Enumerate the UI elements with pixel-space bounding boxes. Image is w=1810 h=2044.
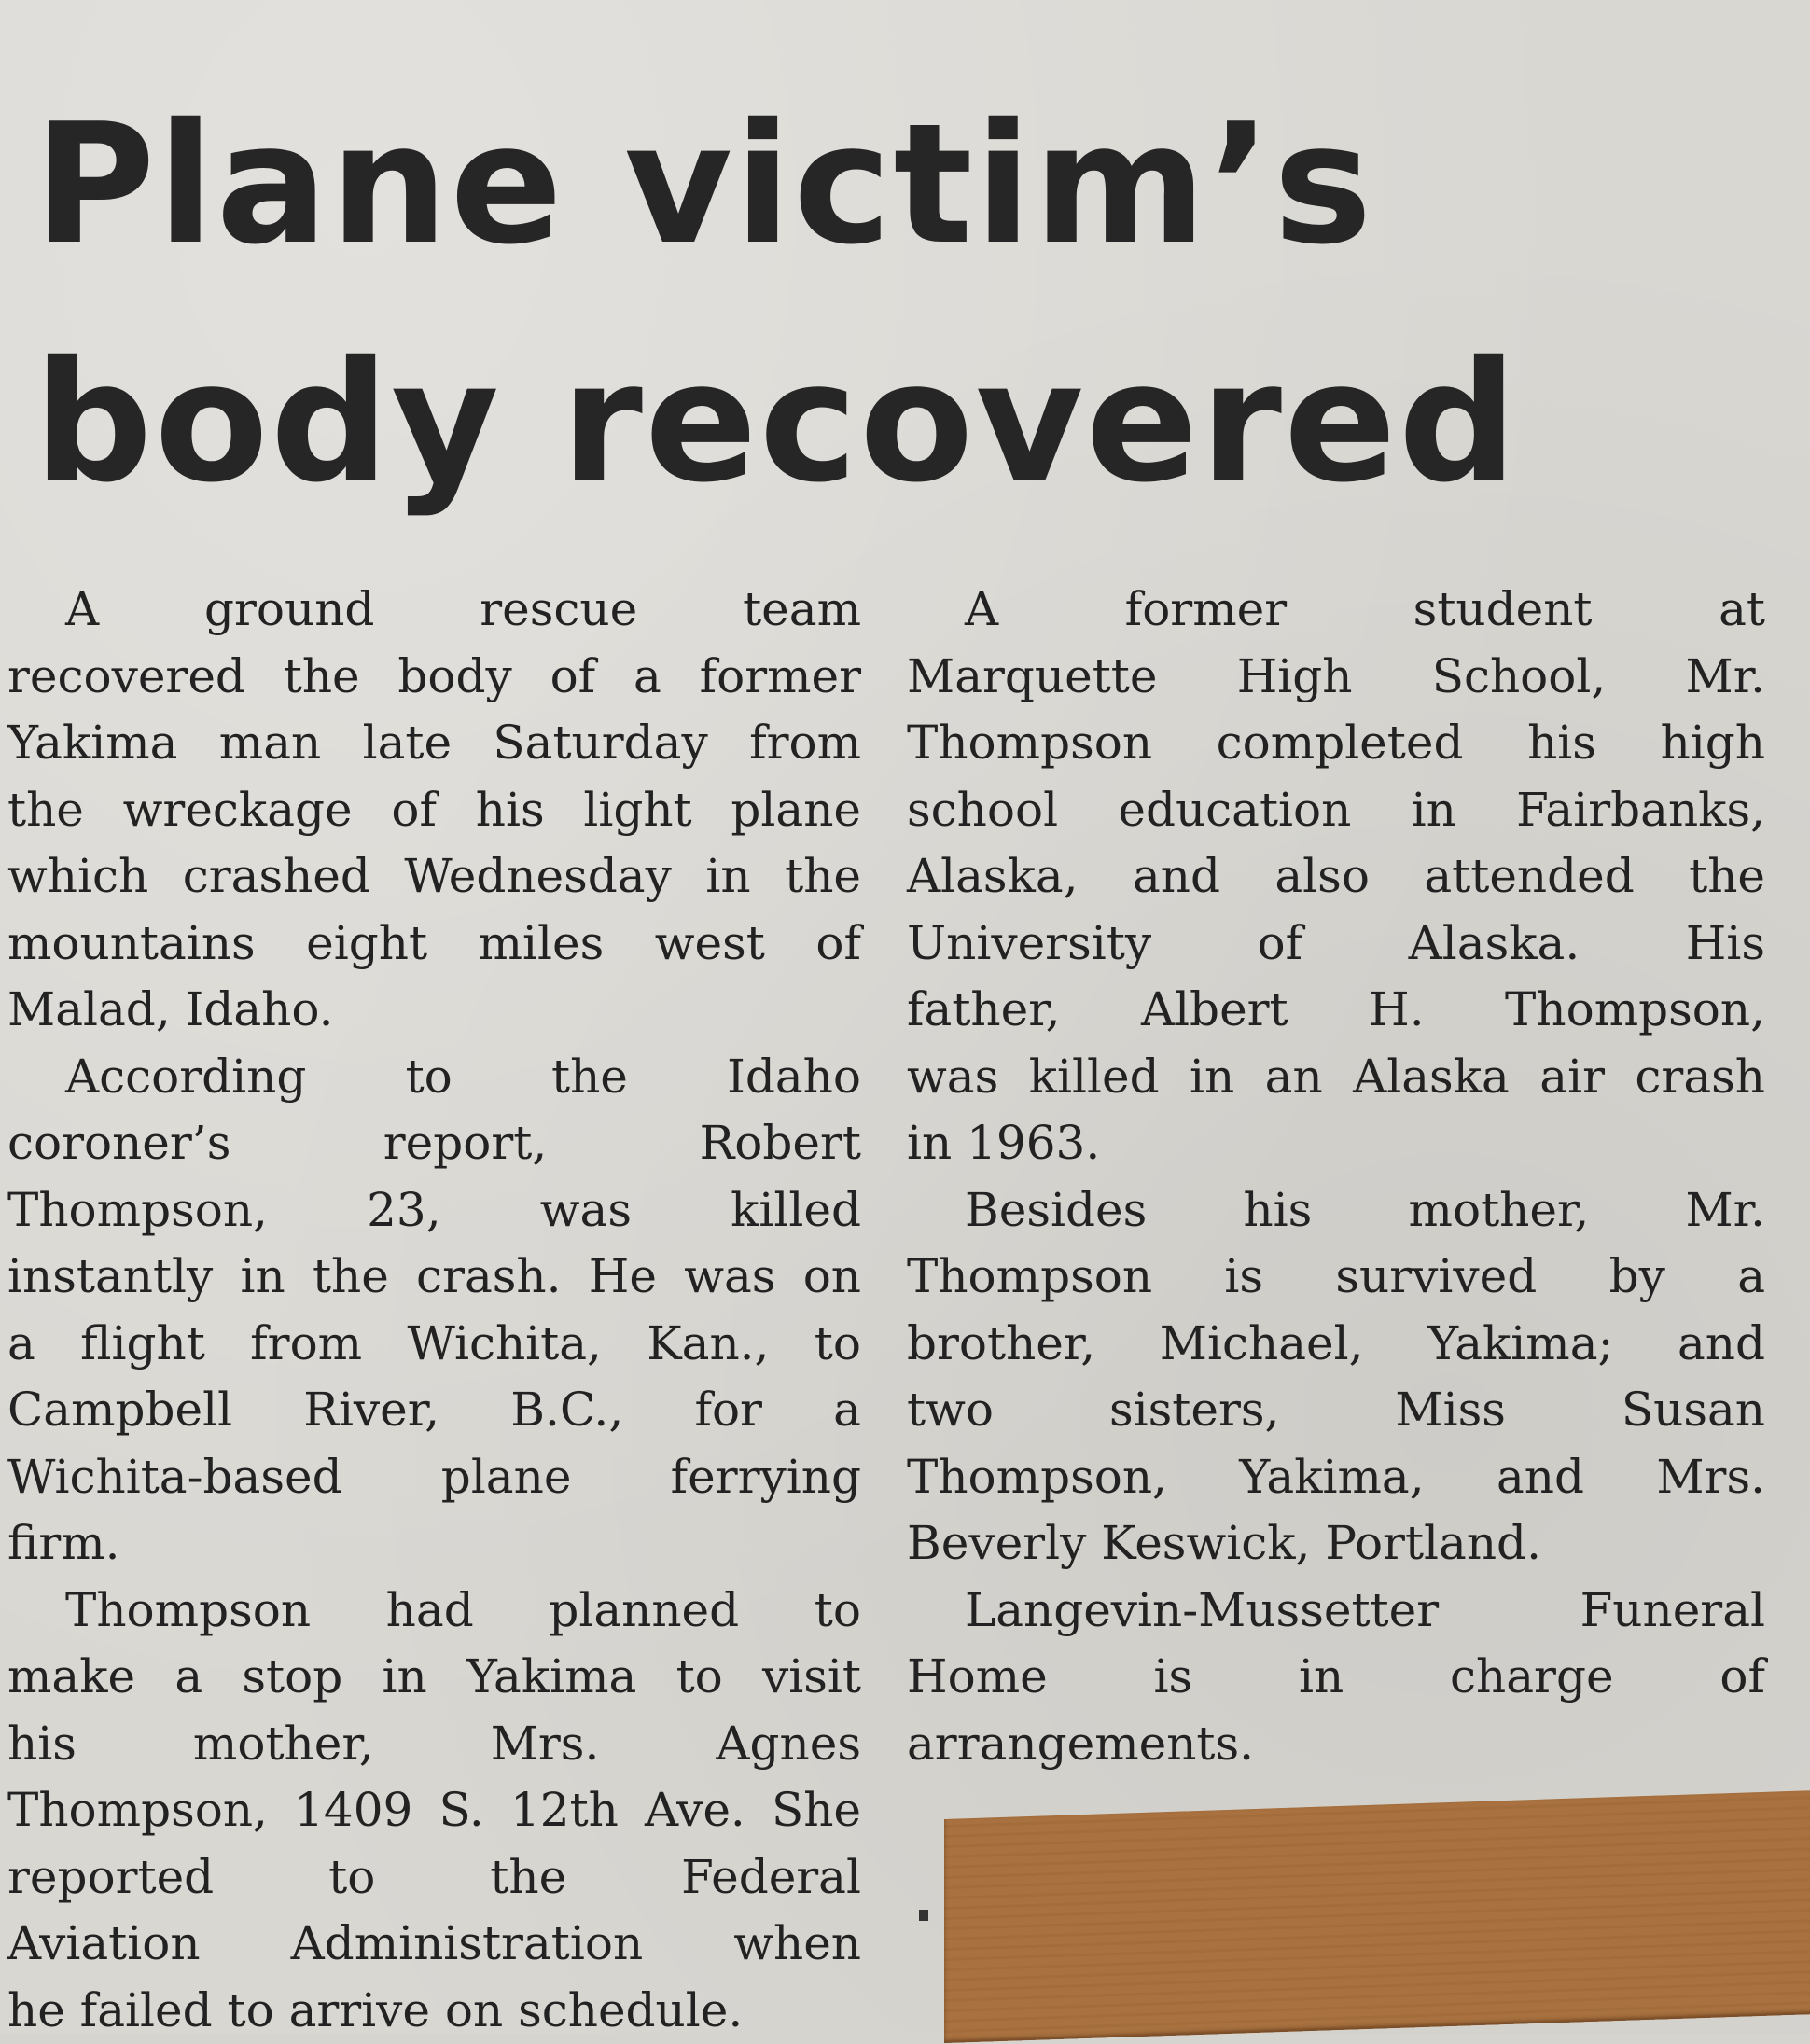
ink-mark (919, 1910, 928, 1921)
paragraph-4-line: Marquette High School, Mr. (907, 644, 1765, 711)
paragraph-2-line: a flight from Wichita, Kan., to (7, 1311, 861, 1378)
paragraph-2-line: firm. (7, 1510, 861, 1578)
paragraph-6-line: arrangements. (907, 1711, 1765, 1778)
paragraph-2-line: According to the Idaho (7, 1044, 861, 1111)
paragraph-3-line: reported to the Federal (7, 1844, 861, 1912)
paragraph-5-line: Thompson is survived by a (907, 1244, 1765, 1311)
paragraph-5-line: Besides his mother, Mr. (907, 1177, 1765, 1244)
paragraph-1-line: A ground rescue team (7, 577, 861, 644)
paragraph-3-line: his mother, Mrs. Agnes (7, 1711, 861, 1778)
headline (34, 65, 1433, 541)
headline-line-2: body recovered (34, 303, 1433, 541)
paragraph-1-line: Yakima man late Saturday from (7, 710, 861, 777)
paragraph-4-line: school education in Fairbanks, (907, 777, 1765, 844)
paragraph-2-line: Campbell River, B.C., for a (7, 1377, 861, 1444)
paragraph-1-line: mountains eight miles west of (7, 911, 861, 978)
paragraph-2-line: Wichita-based plane ferrying (7, 1444, 861, 1511)
paragraph-5-line: two sisters, Miss Susan (907, 1377, 1765, 1444)
paragraph-4-line: was killed in an Alaska air crash (907, 1044, 1765, 1111)
paragraph-4-line: Alaska, and also attended the (907, 843, 1765, 911)
paragraph-3-line: Thompson, 1409 S. 12th Ave. She (7, 1777, 861, 1844)
paragraph-4-line: University of Alaska. His (907, 911, 1765, 978)
paragraph-6-line: Home is in charge of (907, 1644, 1765, 1711)
wood-background-corner (944, 1790, 1810, 2043)
paragraph-3-line: Aviation Administration when (7, 1911, 861, 1978)
paragraph-4-line: father, Albert H. Thompson, (907, 977, 1765, 1044)
paragraph-3-line: Thompson had planned to (7, 1578, 861, 1645)
paragraph-4-line: A former student at (907, 577, 1765, 644)
paragraph-5-line: Thompson, Yakima, and Mrs. (907, 1444, 1765, 1511)
paragraph-1-line: Malad, Idaho. (7, 977, 861, 1044)
paragraph-2-line: instantly in the crash. He was on (7, 1244, 861, 1311)
paragraph-1-line: recovered the body of a former (7, 644, 861, 711)
paragraph-1-line: the wreckage of his light plane (7, 777, 861, 844)
headline-line-1: Plane victim’s (34, 65, 1433, 303)
paragraph-3-line: make a stop in Yakima to visit (7, 1644, 861, 1711)
paragraph-3-line: he failed to arrive on schedule. (7, 1978, 861, 2044)
paragraph-5-line: brother, Michael, Yakima; and (907, 1311, 1765, 1378)
article-column-right (907, 577, 1765, 1777)
paragraph-4-line: in 1963. (907, 1110, 1765, 1177)
paragraph-2-line: coroner’s report, Robert (7, 1110, 861, 1177)
paragraph-4-line: Thompson completed his high (907, 710, 1765, 777)
paragraph-5-line: Beverly Keswick, Portland. (907, 1510, 1765, 1578)
paragraph-1-line: which crashed Wednesday in the (7, 843, 861, 911)
article-column-left (7, 577, 861, 2044)
paragraph-6-line: Langevin-Mussetter Funeral (907, 1578, 1765, 1645)
paragraph-2-line: Thompson, 23, was killed (7, 1177, 861, 1244)
